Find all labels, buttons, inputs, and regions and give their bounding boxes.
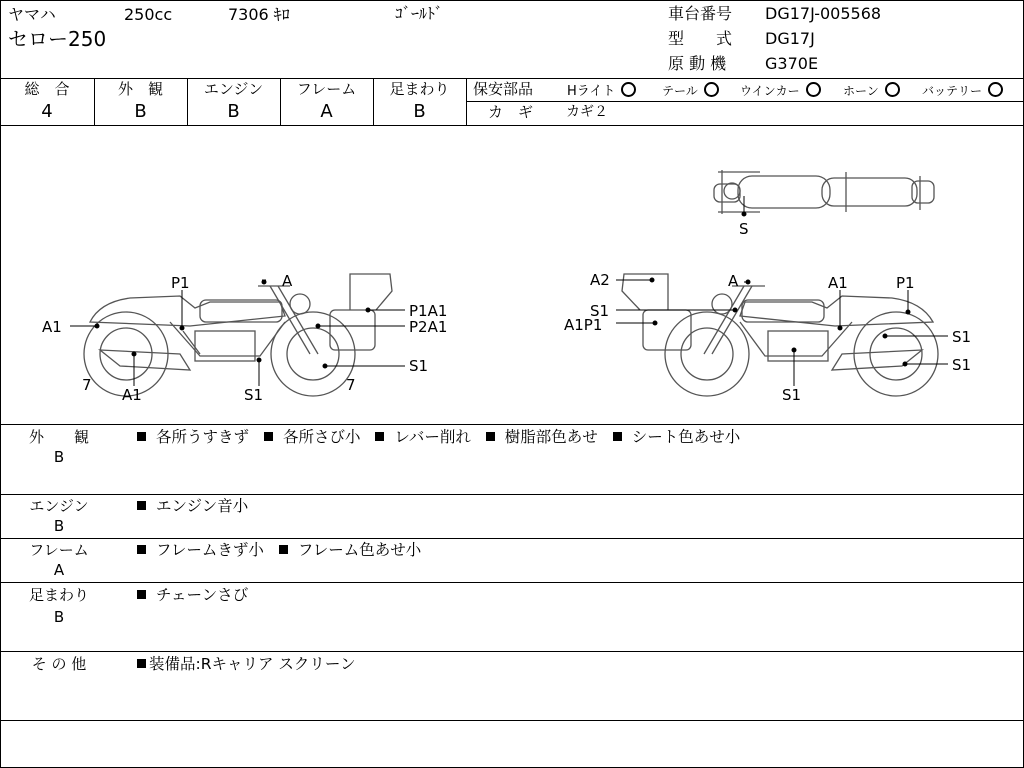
bullet-square-icon [137,545,146,554]
note-engine-label: エンジン [29,497,89,515]
safety-headlight-label: Hライト [567,84,616,99]
engine-label: 原 動 機 [668,54,727,73]
grid-line [0,720,1024,721]
grid-line [0,78,1024,79]
grid-line [0,538,1024,539]
safety-horn [843,82,900,97]
diagram-label: S1 [782,386,802,404]
diagram-label: A1P1 [564,316,603,334]
safety-battery [922,82,1003,97]
type-value: DG17J [765,29,815,48]
diagram-label: S [739,220,749,238]
key-label: カ ギ [488,103,534,121]
grid-line [0,582,1024,583]
bike-right-side [622,274,938,396]
note-item: 樹脂部色あせ [504,428,598,446]
note-item: 各所さび小 [282,428,361,446]
displacement: 250cc [124,5,173,24]
grade-suspension-value: B [413,101,426,122]
ok-circle-icon [885,82,900,97]
diagram-label: 7 [82,376,92,394]
bullet-square-icon [137,590,146,599]
grade-exterior-value: B [134,101,147,122]
safety-tail-label: テール [662,84,698,98]
diagram-label: S1 [590,302,610,320]
safety-headlight [567,82,636,98]
note-other-label: そ の 他 [31,655,87,673]
safety-winker-label: ウインカー [740,84,800,98]
grade-total-value: 4 [41,101,53,122]
grid-line [0,424,1024,425]
note-exterior-label: 外 観 [28,428,89,446]
note-suspension-label: 足まわり [28,586,89,604]
note-item: レバー削れ [394,428,471,446]
note-engine-grade: B [53,517,65,535]
model-name: セロー250 [8,27,107,51]
note-suspension-items [137,588,258,604]
diagram-label: A1 [828,274,848,292]
bullet-square-icon [279,545,288,554]
grade-total-label: 総 合 [24,80,70,98]
diagram-label: P1A1 [409,302,448,320]
bullet-square-icon [613,432,622,441]
diagram-label: A2 [590,271,610,289]
diagram-label: S1 [244,386,264,404]
color: ｺﾞｰﾙﾄﾞ [395,4,444,23]
bike-top-view [714,170,934,214]
diagram-label: A1 [122,386,142,404]
ok-circle-icon [621,82,636,97]
grade-frame-label: フレーム [296,80,357,98]
ok-circle-icon [806,82,821,97]
frame-no: DG17J-005568 [765,4,882,23]
safety-label: 保安部品 [473,80,534,98]
grade-engine-value: B [227,101,240,122]
diagram-label: A [728,272,739,290]
note-other-items [137,657,366,673]
bullet-square-icon [137,659,146,668]
grid-line [466,78,467,125]
diagram-label: S1 [952,328,972,346]
diagram-label: P2A1 [409,318,448,336]
bullet-square-icon [137,432,146,441]
safety-winker [740,82,821,97]
note-item: エンジン音小 [156,497,249,515]
note-item: 各所うすきず [156,428,250,446]
diagram-label: P1 [896,274,915,292]
grid-line [0,494,1024,495]
note-item: チェーンさび [156,586,249,604]
bullet-square-icon [486,432,495,441]
grade-engine-label: エンジン [203,80,264,98]
grade-suspension-label: 足まわり [389,80,450,98]
note-frame-grade: A [53,561,65,579]
diagram-label: P1 [171,274,190,292]
bullet-square-icon [375,432,384,441]
frame-no-label: 車台番号 [668,4,733,23]
key-value: カギ２ [566,104,608,120]
safety-tail [662,82,719,97]
diagram-label: S1 [952,356,972,374]
ok-circle-icon [988,82,1003,97]
grid-line [466,101,1024,102]
safety-horn-label: ホーン [843,84,879,98]
diagram-label: A1 [42,318,62,336]
note-engine-items [137,499,258,515]
safety-battery-label: バッテリー [922,84,983,98]
maker: ヤマハ [8,5,56,24]
note-item: フレーム色あせ小 [297,541,422,559]
note-exterior-items [137,430,750,446]
note-frame-items [137,543,431,559]
type-label: 型 式 [668,29,733,48]
ok-circle-icon [704,82,719,97]
note-item: フレームきず小 [156,541,264,559]
bullet-square-icon [264,432,273,441]
note-item: 装備品:Rキャリア スクリーン [149,655,356,673]
mileage: 7306 ｷﾛ [228,5,290,24]
note-suspension-grade: B [53,608,65,626]
diagram-label: A [282,272,293,290]
grid-line [0,651,1024,652]
diagram-label: 7 [346,376,356,394]
bullet-square-icon [137,501,146,510]
engine-value: G370E [765,54,819,73]
diagram-label: S1 [409,357,429,375]
bike-diagram [0,126,1024,424]
note-item: シート色あせ小 [631,428,741,446]
note-frame-label: フレーム [29,541,89,559]
grade-exterior-label: 外 観 [117,80,163,98]
note-exterior-grade: B [53,448,65,466]
grade-frame-value: A [320,101,333,122]
